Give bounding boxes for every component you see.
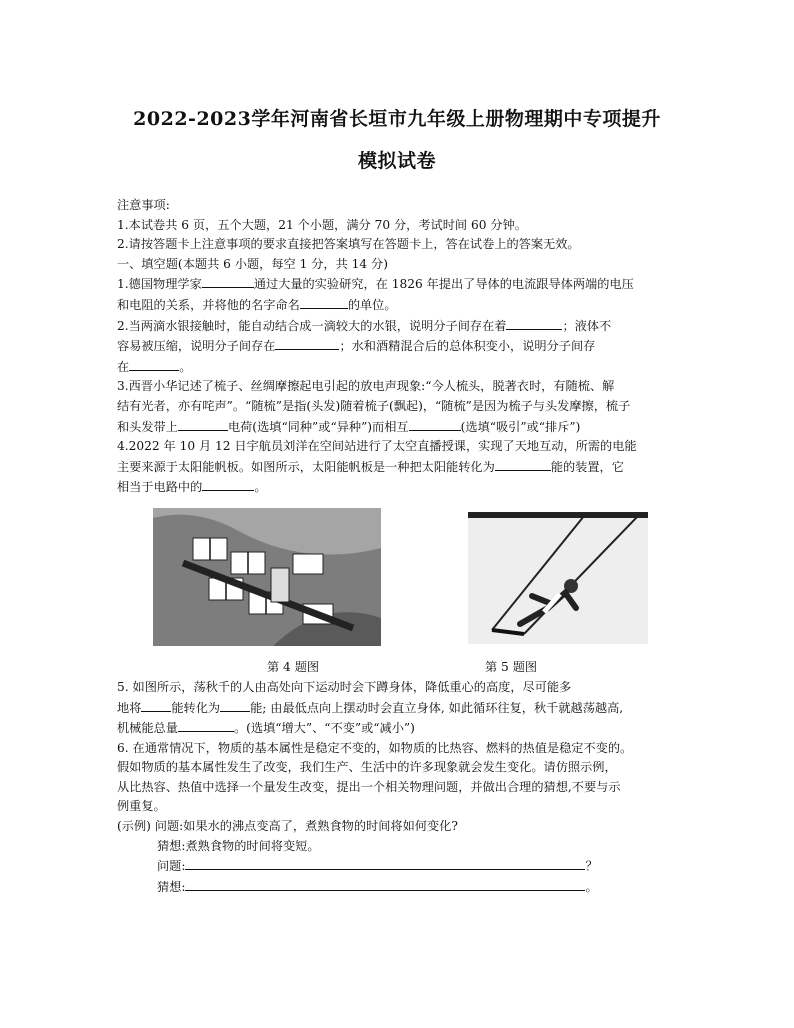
question-2-end: 在 。 [117, 357, 684, 378]
question-line: 问题: ？ [117, 856, 684, 877]
answer-blank[interactable] [202, 274, 254, 288]
question-3-cont: 结有光者，亦有咤声”。“随梳”是指(头发)随着梳子(飘起)，“随梳”是因为梳子与头发摩擦，梳子 [117, 398, 631, 413]
example-guess: 猜想:煮熟食物的时间将变短。 [157, 838, 320, 853]
question-3-end: 和头发带上 电荷(选填“同种”或“异种”)而相互 (选填“吸引”或“排斥”) [117, 417, 684, 438]
answer-blank[interactable] [178, 718, 234, 732]
question-3: 3.西晋小华记述了梳子、丝绸摩擦起电引起的放电声现象:“今人梳头，脱著衣时，有随梳、解 [117, 379, 615, 394]
question-5-end: 机械能总量 。(选填“增大”、“不变”或“减小”) [117, 718, 684, 739]
question-2-cont: 容易被压缩，说明分子间存在 ；水和酒精混合后的总体积变小，说明分子间存 [117, 336, 684, 357]
question-5-cont: 地将 能转化为 能; 由最低点向上摆动时会直立身体, 如此循环往复，秋千就越荡越高, [117, 698, 684, 719]
question-1-cont: 和电阻的关系，并将他的名字命名 的单位。 [117, 295, 684, 316]
answer-blank[interactable] [141, 698, 171, 712]
answer-blank[interactable] [409, 417, 461, 431]
question-6-cont: 假如物质的基本属性发生了改变，我们生产、生活中的许多现象就会发生变化。请仿照示例， [117, 760, 617, 775]
question-answer-blank[interactable] [185, 856, 585, 870]
exam-subtitle: 模拟试卷 [357, 150, 436, 172]
guess-answer-blank[interactable] [185, 877, 585, 891]
section-heading: 一、填空题(本题共 6 小题，每空 1 分，共 14 分) [117, 256, 388, 271]
exam-title: 2022-2023学年河南省长垣市九年级上册物理期中专项提升 [133, 108, 661, 130]
answer-blank[interactable] [178, 417, 228, 431]
figure-4-caption: 第 4 题图 [267, 659, 320, 674]
notice-heading: 注意事项: [117, 198, 170, 212]
notice-item-1: 1.本试卷共 6 页，五个大题，21 个小题，满分 70 分，考试时间 60 分钟。 [117, 217, 527, 232]
example-question: (示例) 问题:如果水的沸点变高了，煮熟食物的时间将如何变化? [117, 819, 458, 834]
exam-content [117, 196, 684, 897]
question-4: 4.2022 年 10 月 12 日宇航员刘洋在空间站进行了太空直播授课，实现了天地互动，所需的电能 [117, 439, 637, 454]
question-2: 2.当两滴水银接触时，能自动结合成一滴较大的水银，说明分子间存在着 ；液体不 [117, 316, 684, 337]
question-6-end: 例重复。 [117, 799, 166, 814]
answer-blank[interactable] [220, 698, 250, 712]
answer-blank[interactable] [300, 295, 348, 309]
answer-blank[interactable] [202, 477, 254, 491]
space-station-image [153, 508, 381, 646]
guess-line: 猜想: 。 [117, 877, 684, 898]
question-6: 6. 在通常情况下，物质的基本属性是稳定不变的，如物质的比热容、燃料的热值是稳定不变的。 [117, 740, 633, 755]
answer-blank[interactable] [275, 336, 339, 350]
question-4-cont: 主要来源于太阳能帆板。如图所示，太阳能帆板是一种把太阳能转化为 能的装置，它 [117, 457, 684, 478]
swing-image [468, 512, 648, 644]
question-4-end: 相当于电路中的 。 [117, 477, 684, 498]
question-6-cont2: 从比热容、热值中选择一个量发生改变，提出一个相关物理问题，并做出合理的猜想,不要与示 [117, 779, 621, 794]
question-1: 1.德国物理学家 通过大量的实验研究，在 1826 年提出了导体的电流跟导体两端的电压 [117, 274, 684, 295]
space-station-drawing [153, 508, 381, 646]
answer-blank[interactable] [129, 357, 179, 371]
figures-row [117, 508, 684, 656]
answer-blank[interactable] [495, 457, 551, 471]
question-5: 5. 如图所示，荡秋千的人由高处向下运动时会下蹲身体，降低重心的高度，尽可能多 [117, 679, 572, 694]
swing-drawing [468, 512, 648, 644]
figure-5-caption: 第 5 题图 [485, 659, 538, 674]
notice-item-2: 2.请按答题卡上注意事项的要求直接把答案填写在答题卡上，答在试卷上的答案无效。 [117, 237, 580, 252]
figure-captions [117, 658, 684, 678]
answer-blank[interactable] [506, 316, 562, 330]
